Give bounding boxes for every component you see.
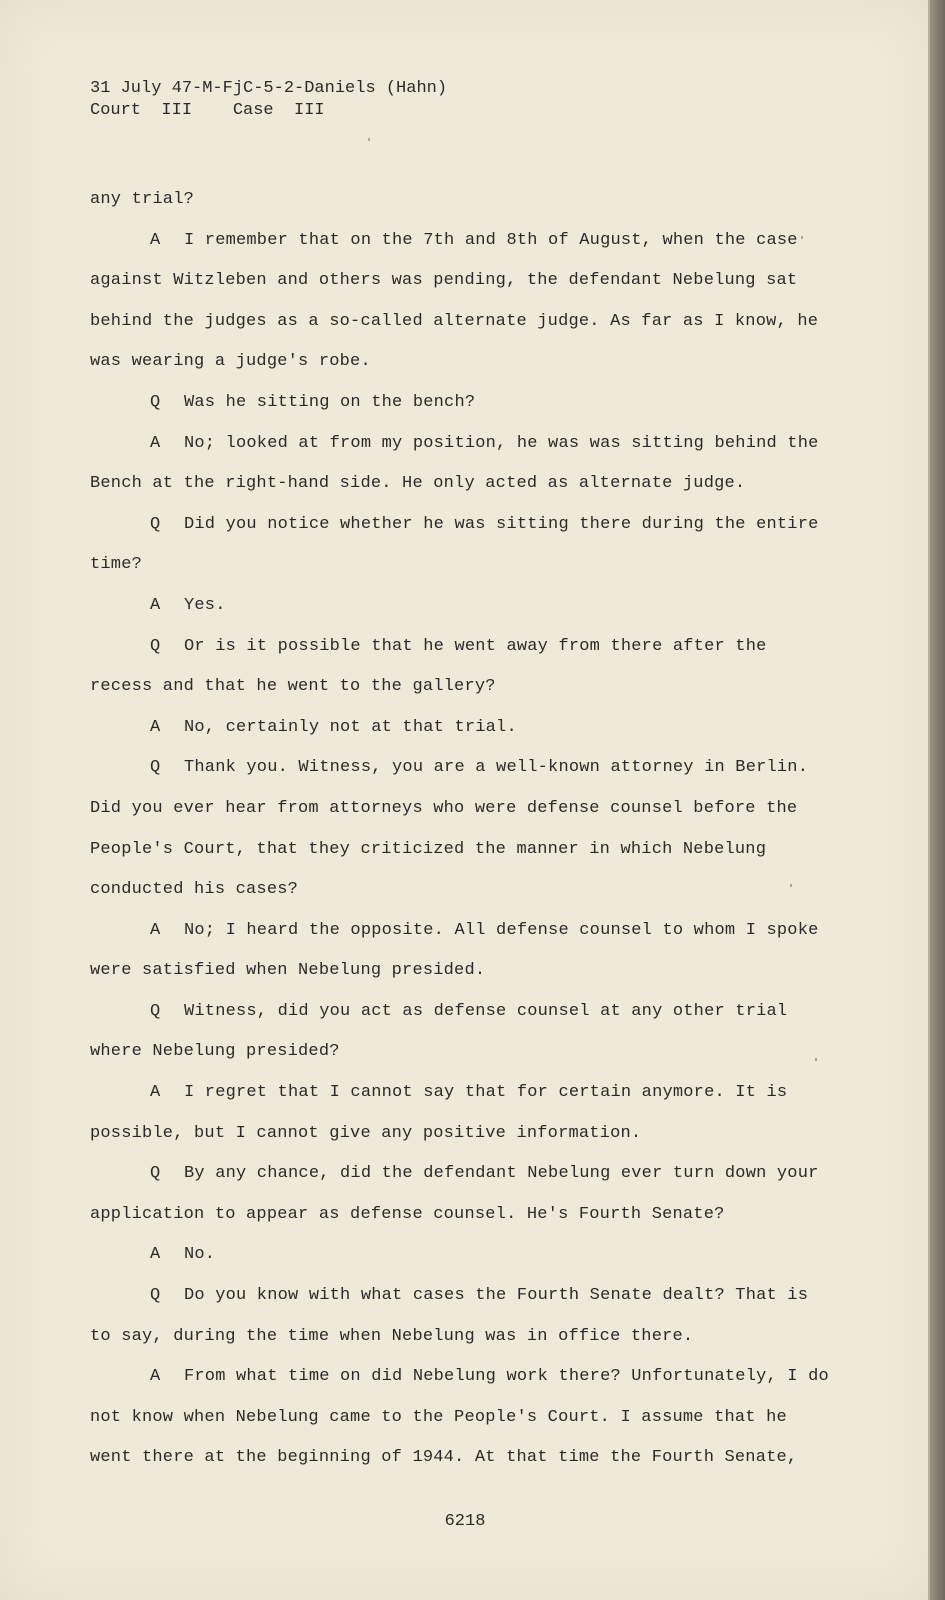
paragraph-text: Did you notice whether he was sitting there during the entire time? bbox=[90, 514, 819, 575]
paragraph-text: Thank you. Witness, you are a well-known attorney in Berlin. Did you ever hear from attorneys who were defense counsel before the People's Court, that they criticized the manner in which Nebelung conducted his cases? bbox=[90, 758, 809, 900]
speaker-label: A bbox=[150, 433, 161, 453]
speaker-label: Q bbox=[150, 636, 161, 656]
transcript-paragraph bbox=[90, 1276, 830, 1357]
speaker-label: A bbox=[150, 1245, 161, 1265]
transcript-paragraph bbox=[90, 1154, 830, 1235]
transcript-paragraph bbox=[90, 1357, 830, 1479]
page-number: 6218 bbox=[444, 1512, 486, 1531]
transcript-paragraph bbox=[90, 180, 830, 221]
paper-speck bbox=[815, 1058, 817, 1061]
transcript-paragraph bbox=[90, 911, 830, 992]
transcript-paragraph bbox=[90, 505, 830, 586]
paragraph-text: I regret that I cannot say that for certain anymore. It is possible, but I cannot give any positive information. bbox=[90, 1083, 788, 1143]
speaker-label: Q bbox=[150, 1001, 161, 1021]
paragraph-text: No. bbox=[184, 1245, 216, 1265]
paragraph-text: Or is it possible that he went away from there after the recess and that he went to the gallery? bbox=[90, 636, 767, 697]
transcript-paragraph bbox=[90, 221, 830, 383]
speaker-label: Q bbox=[150, 1286, 161, 1306]
transcript-paragraph bbox=[90, 627, 830, 708]
speaker-label: A bbox=[150, 595, 161, 615]
speaker-label: A bbox=[150, 1367, 161, 1387]
transcript-paragraph bbox=[90, 708, 830, 749]
transcript-paragraph bbox=[90, 748, 830, 910]
paragraph-text: Do you know with what cases the Fourth Senate dealt? That is to say, during the time when Nebelung was in office there. bbox=[90, 1286, 809, 1346]
speaker-label: A bbox=[150, 920, 161, 940]
speaker-label: Q bbox=[150, 392, 161, 412]
paragraph-text: By any chance, did the defendant Nebelung ever turn down your application to appear as defense counsel. He's Fourth Senate? bbox=[90, 1164, 819, 1224]
paragraph-text: Yes. bbox=[184, 595, 226, 615]
paper-speck bbox=[790, 884, 792, 887]
paragraph-text: No; I heard the opposite. All defense counsel to whom I spoke were satisfied when Nebelung presided. bbox=[90, 920, 819, 981]
transcript-paragraph bbox=[90, 383, 830, 424]
paragraph-text: From what time on did Nebelung work there? Unfortunately, I do not know when Nebelung came to the People's Court. I assume that he went there at the beginning of 1944. At that time the Fourth Senate, bbox=[90, 1367, 829, 1468]
paragraph-text: I remember that on the 7th and 8th of August, when the case against Witzleben and others was pending, the defendant Nebelung sat behind the judges as a so-called alternate judge. As far as I know, he was wearing a judge's robe. bbox=[90, 230, 819, 372]
transcript-body bbox=[90, 180, 830, 1479]
speaker-label: Q bbox=[150, 514, 161, 534]
header-court-case: Court III Case III bbox=[90, 101, 325, 120]
paragraph-text: No; looked at from my position, he was was sitting behind the Bench at the right-hand side. He only acted as alternate judge. bbox=[90, 433, 819, 494]
speaker-label: A bbox=[150, 717, 161, 737]
transcript-paragraph bbox=[90, 1235, 830, 1276]
document-header bbox=[90, 78, 447, 122]
speaker-label: Q bbox=[150, 1164, 161, 1184]
transcript-paragraph bbox=[90, 424, 830, 505]
paper-speck bbox=[368, 138, 370, 141]
speaker-label: Q bbox=[150, 758, 161, 778]
speaker-label: A bbox=[150, 230, 161, 250]
paragraph-text: Witness, did you act as defense counsel at any other trial where Nebelung presided? bbox=[90, 1001, 788, 1062]
paragraph-text: No, certainly not at that trial. bbox=[184, 717, 517, 737]
transcript-paragraph bbox=[90, 586, 830, 627]
page-edge-shadow bbox=[930, 0, 945, 1600]
transcript-paragraph bbox=[90, 1073, 830, 1154]
transcript-paragraph bbox=[90, 992, 830, 1073]
header-date-reference: 31 July 47-M-FjC-5-2-Daniels (Hahn) bbox=[90, 79, 448, 98]
speaker-label: A bbox=[150, 1083, 161, 1103]
paragraph-text: any trial? bbox=[90, 190, 195, 209]
paper-speck bbox=[801, 236, 803, 239]
paragraph-text: Was he sitting on the bench? bbox=[184, 392, 476, 412]
